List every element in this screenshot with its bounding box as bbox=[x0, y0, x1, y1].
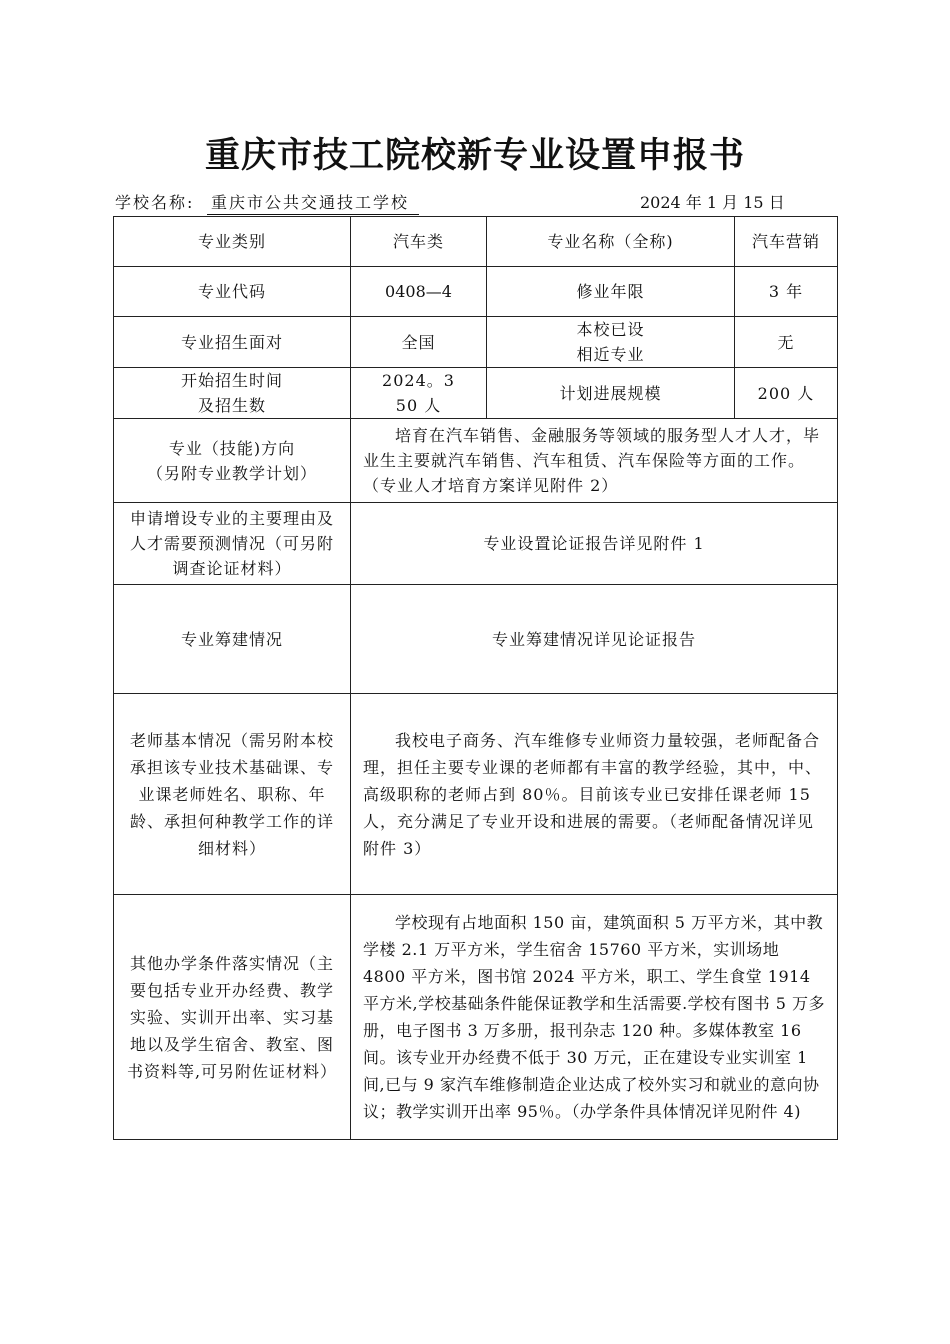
direction-label bbox=[114, 419, 351, 503]
teachers-content bbox=[351, 694, 838, 895]
teachers-label: 老师基本情况（需另附本校承担该专业技术基础课、专业课老师姓名、职称、年龄、承担何种教学工作的详细材料） bbox=[114, 694, 351, 895]
code-label: 专业代码 bbox=[114, 267, 351, 317]
enroll-target-label: 专业招生面对 bbox=[114, 317, 351, 368]
application-date: 2024 年 1 月 15 日 bbox=[640, 193, 785, 212]
conditions-content-text: 学校现有占地面积 150 亩，建筑面积 5 万平方米，其中教学楼 2.1 万平方米，学生宿舍 15760 平方米，实训场地 4800 平方米，图书馆 2024 平方米，职工、学生食堂 1914 平方米,学校基础条件能保证教学和生活需要.学校有图书 5 万多册，电子图书 3 万多册，报刊杂志 120 种。多媒体教室 16 间。该专业开办经费不低于 30 万元，正在建设专业实训室 1 间,已与 9 家汽车维修制造企业达成了校外实习和就业的意向协议；教学实训开出率 95％。（办学条件具体情况详见附件 4) bbox=[363, 913, 826, 1121]
table-row bbox=[114, 694, 838, 895]
enroll-time-label bbox=[114, 368, 351, 419]
teachers-content-text: 我校电子商务、汽车维修专业师资力量较强，老师配备合理，担任主要专业课的老师都有丰富的教学经验，其中，中、高级职称的老师占到 80％。目前该专业已安排任课老师 15 人，充分满足了专业开设和进展的需要。（老师配备情况详见附件 3） bbox=[363, 730, 823, 858]
direction-content-text: 培育在汽车销售、金融服务等领域的服务型人才人才，毕业生主要就汽车销售、汽车租赁、汽车保险等方面的工作。（专业人才培育方案详见附件 2） bbox=[363, 426, 821, 495]
enroll-time-value-line2: 50 人 bbox=[395, 396, 442, 415]
enroll-target-value: 全国 bbox=[351, 317, 487, 368]
table-row bbox=[114, 267, 838, 317]
enroll-time-value-line1: 2024。3 bbox=[382, 371, 455, 390]
planned-scale-label: 计划进展规模 bbox=[487, 368, 735, 419]
similar-major-label-line2: 相近专业 bbox=[576, 345, 645, 364]
table-row bbox=[114, 419, 838, 503]
table-row bbox=[114, 368, 838, 419]
conditions-content bbox=[351, 895, 838, 1140]
similar-major-value: 无 bbox=[735, 317, 838, 368]
conditions-label: 其他办学条件落实情况（主要包括专业开办经费、教学实验、实训开出率、实习基地以及学生宿舍、教室、图书资料等,可另附佐证材料） bbox=[114, 895, 351, 1140]
table-row bbox=[114, 895, 838, 1140]
application-form-table bbox=[113, 216, 838, 1140]
table-row bbox=[114, 585, 838, 694]
similar-major-label bbox=[487, 317, 735, 368]
table-row bbox=[114, 503, 838, 585]
duration-value: 3 年 bbox=[735, 267, 838, 317]
category-value: 汽车类 bbox=[351, 217, 487, 267]
category-label: 专业类别 bbox=[114, 217, 351, 267]
similar-major-label-line1: 本校已设 bbox=[576, 320, 645, 339]
direction-label-line2: （另附专业教学计划） bbox=[146, 463, 317, 483]
table-row bbox=[114, 217, 838, 267]
direction-label-line1: 专业（技能)方向 bbox=[168, 438, 296, 458]
major-name-value: 汽车营销 bbox=[735, 217, 838, 267]
duration-label: 修业年限 bbox=[487, 267, 735, 317]
school-name-value: 重庆市公共交通技工学校 bbox=[207, 190, 419, 215]
planned-scale-value: 200 人 bbox=[735, 368, 838, 419]
enroll-time-value bbox=[351, 368, 487, 419]
reason-label: 申请增设专业的主要理由及人才需要预测情况（可另附调查论证材料） bbox=[114, 503, 351, 585]
enroll-time-label-line2: 及招生数 bbox=[197, 396, 266, 415]
reason-content: 专业设置论证报告详见附件 1 bbox=[351, 503, 838, 585]
school-name-label: 学校名称: bbox=[115, 193, 195, 212]
major-name-label: 专业名称（全称) bbox=[487, 217, 735, 267]
preparation-content: 专业筹建情况详见论证报告 bbox=[351, 585, 838, 694]
document-title: 重庆市技工院校新专业设置申报书 bbox=[204, 135, 745, 176]
code-value: 0408—4 bbox=[351, 267, 487, 317]
direction-content bbox=[351, 419, 838, 503]
preparation-label: 专业筹建情况 bbox=[114, 585, 351, 694]
table-row bbox=[114, 317, 838, 368]
enroll-time-label-line1: 开始招生时间 bbox=[180, 371, 283, 390]
